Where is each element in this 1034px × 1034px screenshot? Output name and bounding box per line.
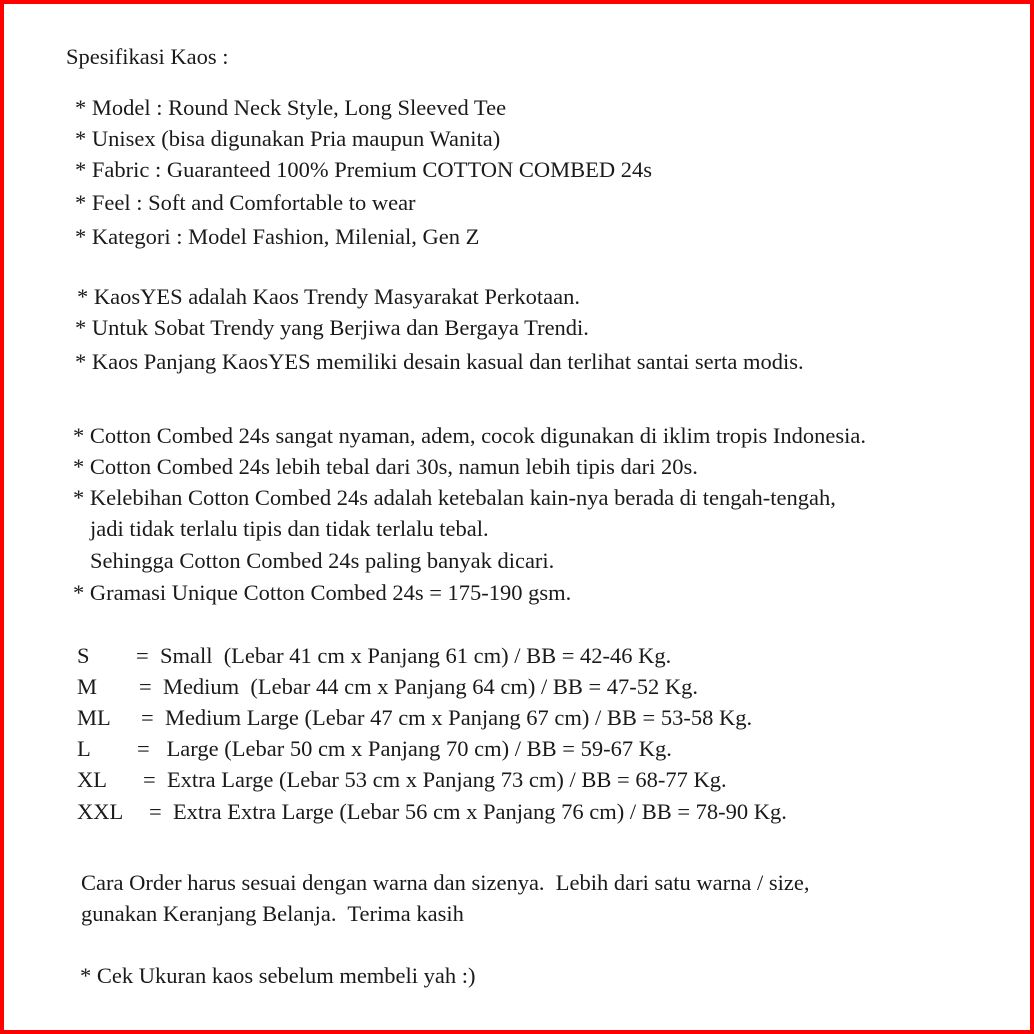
brand-line: * KaosYES adalah Kaos Trendy Masyarakat Perkotaan. (77, 284, 581, 309)
order-line: Cara Order harus sesuai dengan warna dan sizenya. Lebih dari satu warna / size, (81, 870, 810, 895)
size-desc: = Extra Extra Large (Lebar 56 cm x Panjang 76 cm) / BB = 78-90 Kg. (149, 799, 787, 824)
size-code: XL (77, 767, 107, 792)
cotton-line: * Cotton Combed 24s sangat nyaman, adem, cocok digunakan di iklim tropis Indonesia. (73, 423, 866, 448)
size-desc: = Large (Lebar 50 cm x Panjang 70 cm) / BB = 59-67 Kg. (137, 736, 672, 761)
spec-line: * Feel : Soft and Comfortable to wear (75, 190, 416, 215)
heading: Spesifikasi Kaos : (66, 44, 229, 69)
spec-line: * Kategori : Model Fashion, Milenial, Gen Z (75, 224, 480, 249)
spec-line: * Unisex (bisa digunakan Pria maupun Wanita) (75, 126, 501, 151)
brand-line: * Untuk Sobat Trendy yang Berjiwa dan Bergaya Trendi. (75, 315, 589, 340)
size-code: ML (77, 705, 111, 730)
size-code: XXL (77, 799, 124, 824)
brand-line: * Kaos Panjang KaosYES memiliki desain kasual dan terlihat santai serta modis. (75, 349, 804, 374)
cotton-line: * Gramasi Unique Cotton Combed 24s = 175-190 gsm. (73, 580, 572, 605)
size-desc: = Small (Lebar 41 cm x Panjang 61 cm) / BB = 42-46 Kg. (136, 643, 672, 668)
cotton-line: Sehingga Cotton Combed 24s paling banyak dicari. (90, 548, 555, 573)
spec-line: * Model : Round Neck Style, Long Sleeved Tee (75, 95, 507, 120)
spec-line: * Fabric : Guaranteed 100% Premium COTTON COMBED 24s (75, 157, 653, 182)
cotton-line: jadi tidak terlalu tipis dan tidak terlalu tebal. (90, 516, 489, 541)
size-code: M (77, 674, 98, 699)
cotton-line: * Kelebihan Cotton Combed 24s adalah ketebalan kain-nya berada di tengah-tengah, (73, 485, 836, 510)
size-code: L (77, 736, 91, 761)
size-desc: = Extra Large (Lebar 53 cm x Panjang 73 cm) / BB = 68-77 Kg. (143, 767, 727, 792)
size-code: S (77, 643, 90, 668)
size-check-note: * Cek Ukuran kaos sebelum membeli yah :) (80, 963, 476, 988)
size-desc: = Medium (Lebar 44 cm x Panjang 64 cm) / BB = 47-52 Kg. (139, 674, 699, 699)
cotton-line: * Cotton Combed 24s lebih tebal dari 30s, namun lebih tipis dari 20s. (73, 454, 698, 479)
size-desc: = Medium Large (Lebar 47 cm x Panjang 67 cm) / BB = 53-58 Kg. (141, 705, 753, 730)
order-line: gunakan Keranjang Belanja. Terima kasih (81, 901, 464, 926)
